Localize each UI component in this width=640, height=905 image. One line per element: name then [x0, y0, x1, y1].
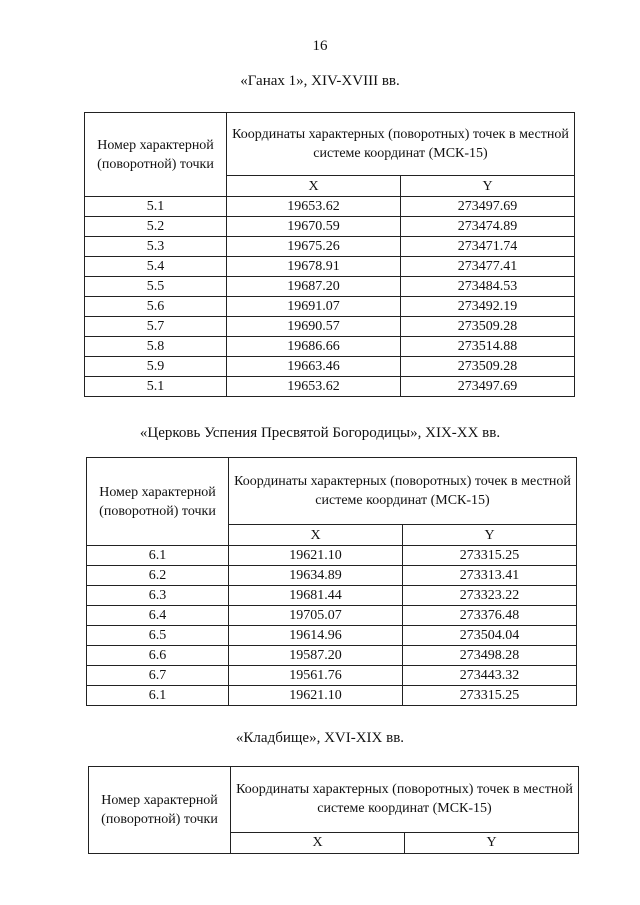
y-cell: 273315.25 — [403, 546, 577, 566]
point-cell: 5.6 — [85, 297, 227, 317]
point-cell: 6.6 — [87, 646, 229, 666]
y-cell: 273376.48 — [403, 606, 577, 626]
table-row — [85, 217, 575, 237]
table-row — [87, 566, 577, 586]
point-cell: 6.7 — [87, 666, 229, 686]
table-1-title: «Ганах 1», XIV-XVIII вв. — [240, 73, 400, 89]
table-row — [85, 237, 575, 257]
x-cell: 19691.07 — [227, 297, 401, 317]
y-cell: 273474.89 — [401, 217, 575, 237]
point-cell: 6.5 — [87, 626, 229, 646]
header-x: X — [229, 525, 403, 546]
y-cell: 273315.25 — [403, 686, 577, 706]
header-point-number: Номер характерной (поворотной) точки — [89, 767, 231, 854]
table-2-title: «Церковь Успения Пресвятой Богородицы», XIX-XX вв. — [139, 425, 501, 441]
point-cell: 5.4 — [85, 257, 227, 277]
point-cell: 5.9 — [85, 357, 227, 377]
table-row — [87, 666, 577, 686]
table-3-title: «Кладбище», XVI-XIX вв. — [235, 730, 405, 746]
point-cell: 6.4 — [87, 606, 229, 626]
header-x: X — [231, 832, 405, 853]
point-cell: 6.3 — [87, 586, 229, 606]
y-cell: 273443.32 — [403, 666, 577, 686]
point-cell: 6.1 — [87, 546, 229, 566]
y-cell: 273492.19 — [401, 297, 575, 317]
table-row — [87, 586, 577, 606]
point-cell: 5.1 — [85, 197, 227, 217]
table-row — [85, 377, 575, 397]
header-point-number: Номер характерной (поворотной) точки — [85, 113, 227, 197]
x-cell: 19653.62 — [227, 197, 401, 217]
x-cell: 19621.10 — [229, 686, 403, 706]
point-cell: 6.2 — [87, 566, 229, 586]
y-cell: 273514.88 — [401, 337, 575, 357]
table-row — [87, 646, 577, 666]
header-x: X — [227, 176, 401, 197]
table-row — [85, 317, 575, 337]
y-cell: 273498.28 — [403, 646, 577, 666]
header-coordinates: Координаты характерных (поворотных) точек в местной системе координат (МСК-15) — [227, 113, 575, 176]
x-cell: 19634.89 — [229, 566, 403, 586]
x-cell: 19670.59 — [227, 217, 401, 237]
table-row — [85, 337, 575, 357]
x-cell: 19687.20 — [227, 277, 401, 297]
x-cell: 19614.96 — [229, 626, 403, 646]
table-row — [87, 626, 577, 646]
table-row — [85, 197, 575, 217]
y-cell: 273484.53 — [401, 277, 575, 297]
header-y: Y — [401, 176, 575, 197]
header-y: Y — [403, 525, 577, 546]
y-cell: 273323.22 — [403, 586, 577, 606]
header-y: Y — [405, 832, 579, 853]
x-cell: 19690.57 — [227, 317, 401, 337]
coordinates-table-2 — [86, 457, 577, 706]
table-row — [85, 297, 575, 317]
x-cell: 19705.07 — [229, 606, 403, 626]
x-cell: 19621.10 — [229, 546, 403, 566]
header-point-number: Номер характерной (поворотной) точки — [87, 458, 229, 546]
y-cell: 273497.69 — [401, 197, 575, 217]
point-cell: 5.8 — [85, 337, 227, 357]
x-cell: 19675.26 — [227, 237, 401, 257]
point-cell: 6.1 — [87, 686, 229, 706]
y-cell: 273471.74 — [401, 237, 575, 257]
page-number: 16 — [312, 38, 328, 54]
point-cell: 5.2 — [85, 217, 227, 237]
table-row — [87, 606, 577, 626]
point-cell: 5.3 — [85, 237, 227, 257]
x-cell: 19663.46 — [227, 357, 401, 377]
x-cell: 19678.91 — [227, 257, 401, 277]
y-cell: 273497.69 — [401, 377, 575, 397]
point-cell: 5.1 — [85, 377, 227, 397]
y-cell: 273509.28 — [401, 317, 575, 337]
coordinates-table-1 — [84, 112, 575, 397]
table-row — [85, 257, 575, 277]
y-cell: 273504.04 — [403, 626, 577, 646]
header-coordinates: Координаты характерных (поворотных) точек в местной системе координат (МСК-15) — [231, 767, 579, 833]
point-cell: 5.5 — [85, 277, 227, 297]
x-cell: 19681.44 — [229, 586, 403, 606]
x-cell: 19587.20 — [229, 646, 403, 666]
header-coordinates: Координаты характерных (поворотных) точек в местной системе координат (МСК-15) — [229, 458, 577, 525]
table-row — [85, 357, 575, 377]
table-row — [87, 686, 577, 706]
x-cell: 19561.76 — [229, 666, 403, 686]
point-cell: 5.7 — [85, 317, 227, 337]
table-row — [87, 546, 577, 566]
x-cell: 19686.66 — [227, 337, 401, 357]
y-cell: 273477.41 — [401, 257, 575, 277]
y-cell: 273313.41 — [403, 566, 577, 586]
x-cell: 19653.62 — [227, 377, 401, 397]
table-row — [85, 277, 575, 297]
coordinates-table-3 — [88, 766, 579, 854]
y-cell: 273509.28 — [401, 357, 575, 377]
